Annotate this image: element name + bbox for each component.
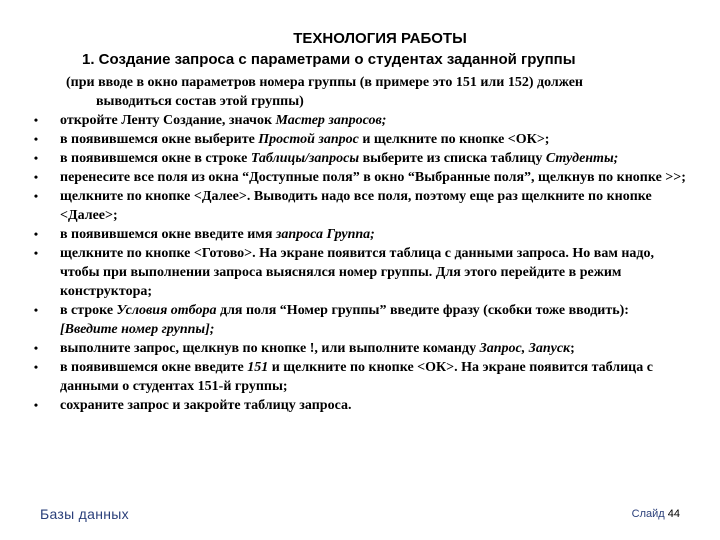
list-item (30, 225, 690, 244)
intro-line-1: (при вводе в окно параметров номера группы (в примере это 151 или 152) должен (66, 75, 583, 90)
step-text: в появившемся окне в строке (60, 151, 251, 166)
intro-text (66, 73, 706, 111)
step-emphasis: Запрос, Запуск (479, 341, 571, 356)
step-text: и щелкните по кнопке <ОК>; (358, 132, 550, 147)
bullet-icon: • (33, 341, 39, 355)
step-text: и щелкните по кнопке <ОК>. На экране появится таблица с данными о студентах 151-й группы; (60, 360, 653, 394)
list-item (30, 187, 690, 225)
step-text: в появившемся окне введите (60, 360, 248, 375)
step-emphasis: Таблицы/запросы (250, 151, 360, 166)
step-text: в появившемся окне выберите (60, 132, 259, 147)
slide-number-value: 44 (667, 508, 680, 520)
bullet-icon: • (33, 113, 39, 127)
bullet-icon: • (33, 398, 39, 412)
step-text: перенесите все поля из окна “Доступные поля” в окно “Выбранные поля”, щелкнув по кнопке >>; (60, 170, 686, 185)
bullet-icon: • (33, 227, 39, 241)
step-emphasis: Простой запрос (258, 132, 359, 147)
step-emphasis: Условия отбора (116, 303, 217, 318)
bullet-icon: • (33, 170, 39, 184)
step-text: щелкните по кнопке <Готово>. На экране появится таблица с данными запроса. Но вам надо, чтобы при выполнении запроса выяснялся номер группы. Для этого перейдите в режим конструктора; (60, 246, 655, 299)
slide-number (632, 508, 680, 520)
step-emphasis: запроса Группа; (275, 227, 375, 242)
intro-line-2: выводиться состав этой группы) (96, 94, 304, 109)
steps-list (30, 111, 690, 415)
step-text: в строке (60, 303, 117, 318)
bullet-icon: • (33, 246, 39, 260)
bullet-icon: • (33, 189, 39, 203)
list-item (30, 396, 690, 415)
step-emphasis: [Введите номер группы]; (60, 322, 215, 337)
list-item (30, 244, 690, 301)
step-emphasis: 151 (247, 360, 269, 375)
step-emphasis: Мастер запросов; (275, 113, 387, 128)
bullet-icon: • (33, 303, 39, 317)
list-item (30, 168, 690, 187)
step-text: ; (570, 341, 575, 356)
list-item (30, 130, 690, 149)
list-item (30, 301, 690, 339)
list-item (30, 339, 690, 358)
footer-course-title: Базы данных (40, 506, 129, 522)
step-text: , или выполните команду (314, 341, 480, 356)
slide-title: ТЕХНОЛОГИЯ РАБОТЫ (293, 30, 467, 47)
list-item (30, 111, 690, 130)
step-symbol: ! (309, 341, 315, 356)
step-text: щелкните по кнопке <Далее>. Выводить надо все поля, поэтому еще раз щелкните по кнопке <Далее>; (60, 189, 652, 223)
step-text: в появившемся окне введите имя (60, 227, 276, 242)
slide-label: Слайд (631, 508, 665, 520)
step-text: выполните запрос, щелкнув по кнопке (60, 341, 310, 356)
bullet-icon: • (33, 360, 39, 374)
list-item (30, 149, 690, 168)
bullet-icon: • (33, 132, 39, 146)
step-text: для поля “Номер группы” введите фразу (скобки тоже вводить): (216, 303, 629, 318)
step-text: выберите из списка таблицу (359, 151, 546, 166)
step-text: откройте Ленту Создание, значок (60, 113, 276, 128)
section-heading: 1. Создание запроса с параметрами о студентах заданной группы (82, 51, 576, 68)
list-item (30, 358, 690, 396)
step-text: сохраните запрос и закройте таблицу запроса. (60, 398, 352, 413)
step-emphasis: Студенты; (545, 151, 619, 166)
bullet-icon: • (33, 151, 39, 165)
